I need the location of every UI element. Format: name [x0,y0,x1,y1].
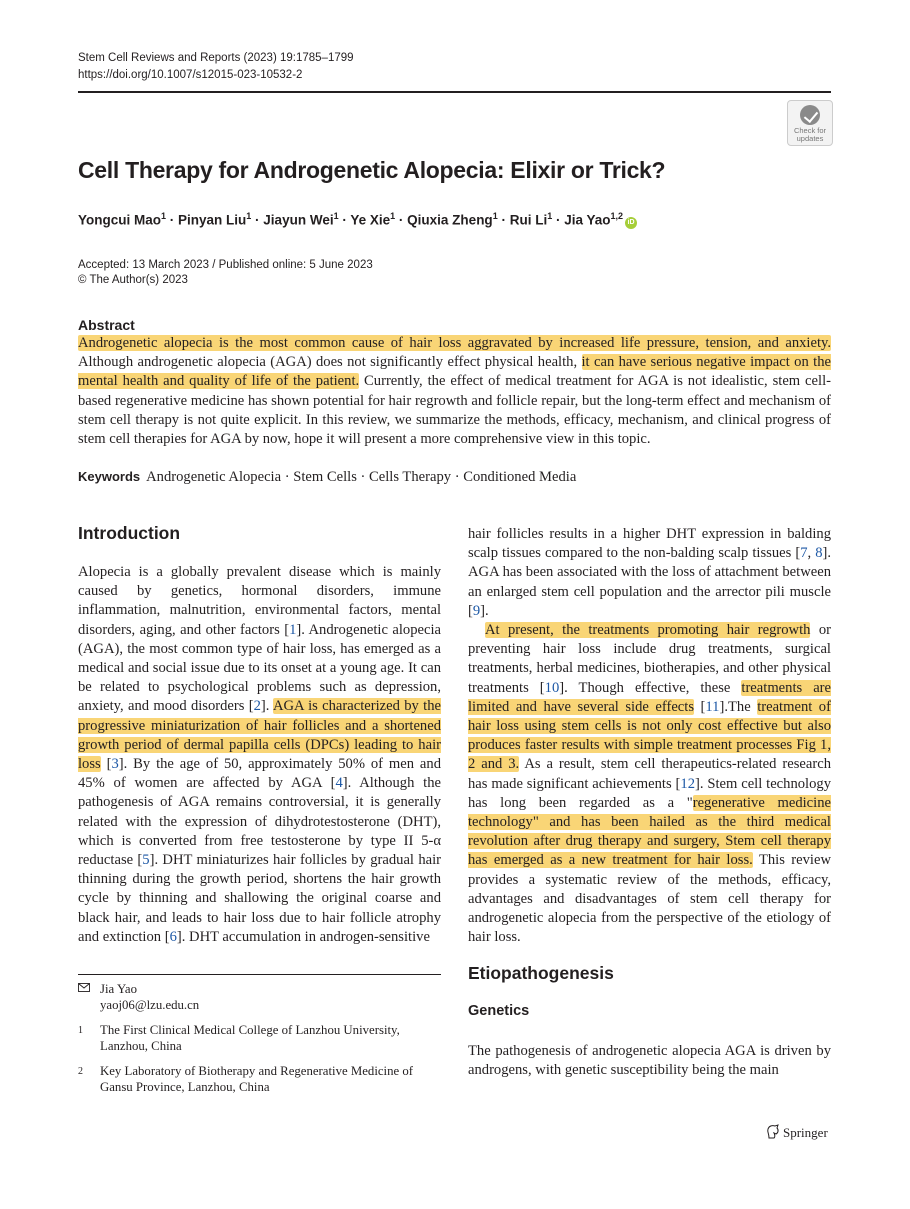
genetics-paragraph: The pathogenesis of androgenetic alopecia AGA is driven by androgens, with genetic susceptibility being the main [468,1043,831,1079]
author-affiliation-mark: 1 [161,211,167,221]
author-name[interactable]: Ye Xie [350,212,391,228]
abstract-body [78,334,831,449]
author-separator: · [395,212,408,228]
body-text: [ [694,698,706,715]
author-separator: · [251,212,264,228]
body-text: ]. Though effective, these [559,679,742,696]
highlighted-text: regenerative medicine technology" and has been hailed as the third medical revolution after drug therapy and surgery, Stem cell therapy has emerged as a new treatment for hair loss. [468,794,831,869]
affiliation-text: Key Laboratory of Biotherapy and Regenerative Medicine of Gansu Province, Lanzhou, China [100,1064,414,1094]
citation-link[interactable]: 5 [142,852,150,869]
author-name[interactable]: Yongcui Mao [78,212,161,228]
etiopathogenesis-heading: Etiopathogenesis [468,963,614,983]
keywords-text: Androgenetic Alopecia · Stem Cells · Cells Therapy · Conditioned Media [146,469,577,485]
body-text: ]. Androgenetic alopecia (AGA), the most common type of hair loss, has emerged as a medical and social issue due to its onset at a young age. It can be related to psychological problems such as depression, anxiety, and mood disorders [ [78,621,441,715]
author-affiliation-mark: 1 [246,211,252,221]
header-rule [78,91,831,93]
author-name[interactable]: Qiuxia Zheng [407,212,493,228]
body-text: or preventing hair loss include drug treatments, surgical treatments, herbal medicines, biotherapies, and other physical treatments [ [468,622,831,696]
author-affiliation-mark: 1,2 [610,211,624,221]
citation-link[interactable]: 10 [544,679,560,696]
highlighted-text: AGA is characterized by the progressive miniaturization of hair follicles and a shortened growth period of dermal papilla cells (DPCs) leading to hair loss [78,698,441,773]
body-text: ]. Although the pathogenesis of AGA remains controversial, it is generally related with the expression of dihydrotestosterone (DHT), which is converted from free testosterone by type II 5-α reductase [ [78,775,441,869]
affiliation-text: The First Clinical Medical College of Lanzhou University, Lanzhou, China [100,1023,400,1053]
contact-email[interactable]: yaoj06@lzu.edu.cn [100,997,200,1012]
citation-link[interactable]: 11 [705,698,720,715]
citation-link[interactable]: 7 [800,545,808,562]
body-text: ]. DHT accumulation in androgen-sensitive [176,928,430,945]
contact-name: Jia Yao [100,982,137,996]
intro-paragraph [468,621,831,947]
citation-link[interactable]: 2 [253,698,261,715]
doi-link[interactable]: https://doi.org/10.1007/s12015-023-10532-2 [78,69,303,81]
author-affiliation-mark: 1 [390,211,396,221]
journal-header [78,50,354,84]
body-text: ]. [480,602,489,619]
author-name[interactable]: Pinyan Liu [178,212,247,228]
introduction-right-column [468,525,831,947]
body-text: As a result, stem cell therapeutics-related research has made significant achievements [ [468,756,831,792]
citation-link[interactable]: 12 [680,775,695,792]
affiliation-number: 2 [78,1066,83,1077]
body-text: This review provides a systematic review of the methods, efficacy, advantages and disadvantages of stem cell therapy for androgenetic alopecia from the perspective of the etiology of hair loss. [468,852,831,946]
body-text: , [807,545,816,562]
body-text: hair follicles results in a higher DHT expression in balding scalp tissues compared to the non-balding scalp tissues [ [468,526,831,562]
highlighted-text: treatment of hair loss using stem cells is not only cost effective but also produces faster results with simple treatment processes Fig 1, 2 and 3. [468,698,831,773]
author-name[interactable]: Jiayun Wei [263,212,334,228]
publisher-footer [766,1124,828,1141]
citation-link[interactable]: 6 [169,928,177,945]
body-text: Alopecia is a globally prevalent disease which is mainly caused by genetics, hormonal disorders, immune inflammation, malnutrition, environmental factors, mental disorders, aging, and other factors [ [78,564,441,638]
author-name[interactable]: Rui Li [509,212,548,228]
citation-link[interactable]: 3 [111,756,119,773]
genetics-subheading: Genetics [468,1003,530,1019]
springer-horse-icon [766,1124,780,1139]
body-text: ]. Stem cell technology has long been regarded as a " [468,775,831,811]
corresponding-author [78,982,441,1013]
intro-paragraph [468,525,831,621]
affiliation-number: 1 [78,1025,83,1036]
body-text: ]. DHT miniaturizes hair follicles by gradual hair thinning during the growth period, shortens the hair growth cycle by thinning and shallowing the original coarse and black hair, and leads to hair loss due to hair follicle atrophy and extinction [ [78,852,442,945]
body-text: ]. By the age of 50, approximately 50% of men and 45% of women are affected by AGA [ [78,756,441,792]
author-affiliation-mark: 1 [492,211,498,221]
highlighted-text: treatments are limited and have several side effects [468,679,832,715]
footnote-rule [78,974,441,975]
publication-dates [78,258,373,288]
citation-link[interactable]: 9 [472,602,481,619]
author-list [78,211,637,229]
check-updates-icon [800,105,820,125]
body-text: ]. AGA has been associated with the loss of attachment between an enlarged stem cell population and the arrector pili muscle [ [468,545,831,619]
highlighted-text: Androgenetic alopecia is the most common cause of hair loss aggravated by increased life pressure, tension, and anxiety. [78,335,831,351]
author-name[interactable]: Jia Yao [564,212,611,228]
citation-link[interactable]: 8 [815,545,823,562]
keywords-line [78,469,576,486]
check-for-updates-badge[interactable] [787,100,833,146]
check-updates-label: Check for updates [793,126,827,143]
publisher-name: Springer [783,1125,828,1140]
introduction-left-column [78,563,441,947]
highlighted-text: it can have serious negative impact on the mental health and quality of life of the patient. [78,354,831,390]
introduction-heading: Introduction [78,523,181,543]
copyright-line: © The Author(s) 2023 [78,274,188,286]
keywords-label: Keywords [78,469,141,484]
citation-link[interactable]: 4 [335,775,343,792]
author-affiliation-mark: 1 [333,211,339,221]
orcid-icon[interactable]: iD [625,217,637,229]
envelope-icon [78,982,100,1013]
body-text: ].The [719,698,758,715]
article-title: Cell Therapy for Androgenetic Alopecia: Elixir or Trick? [78,157,666,183]
body-text: [ [100,756,112,773]
footnotes [78,982,441,1105]
affiliation-1 [78,1023,441,1054]
body-text: Currently, the effect of medical treatment for AGA is not idealistic, stem cell-based regenerative medicine has shown potential for hair regrowth and follicle repair, but the long-term effect and mechanism of stem cell therapy is not quite explicit. In this review, we summarize the methods, efficacy, mechanism, and clinical progress of stem cell therapies for AGA by now, hope it will present a more comprehensive view in this topic. [78,373,831,448]
citation-link[interactable]: 1 [289,621,297,638]
body-text: ]. [260,698,273,715]
author-separator: · [338,212,351,228]
author-separator: · [552,212,565,228]
author-separator: · [166,212,179,228]
abstract-heading: Abstract [78,317,135,333]
author-affiliation-mark: 1 [547,211,553,221]
accepted-published-line: Accepted: 13 March 2023 / Published online: 5 June 2023 [78,259,373,271]
body-text: Although androgenetic alopecia (AGA) does not significantly effect physical health, [78,354,582,371]
author-separator: · [497,212,510,228]
highlighted-text: At present, the treatments promoting hair regrowth [485,622,811,639]
journal-citation: Stem Cell Reviews and Reports (2023) 19:1785–1799 [78,52,354,64]
affiliation-2 [78,1064,441,1095]
